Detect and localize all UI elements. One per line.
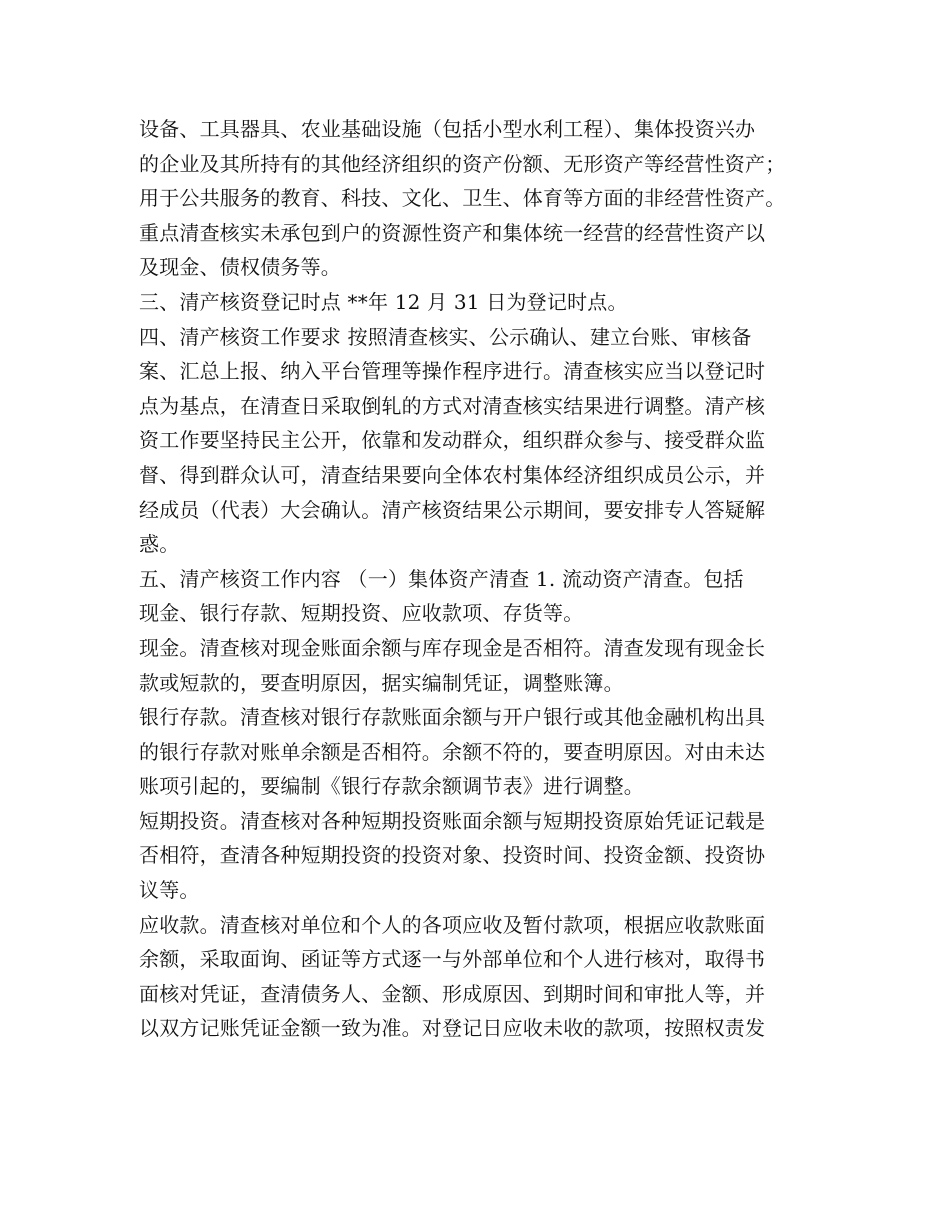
text-line: 银行存款。清查核对银行存款账面余额与开户银行或其他金融机构出具 bbox=[139, 705, 766, 730]
text-line: 四、清产核资工作要求 按照清查核实、公示确认、建立台账、审核备 bbox=[139, 324, 752, 349]
text-line: 议等。 bbox=[139, 878, 200, 903]
text-line: 重点清查核实未承包到户的资源性资产和集体统一经营的经营性资产以 bbox=[139, 220, 766, 245]
text-line: 三、清产核资登记时点 **年 12 月 31 日为登记时点。 bbox=[139, 289, 628, 314]
text-line: 现金。清查核对现金账面余额与库存现金是否相符。清查发现有现金长 bbox=[139, 635, 766, 660]
text-line: 经成员（代表）大会确认。清产核资结果公示期间，要安排专人答疑解 bbox=[139, 497, 766, 522]
text-line: 惑。 bbox=[139, 532, 180, 557]
text-line: 否相符，查清各种短期投资的投资对象、投资时间、投资金额、投资协 bbox=[139, 843, 766, 868]
text-line: 用于公共服务的教育、科技、文化、卫生、体育等方面的非经营性资产。 bbox=[139, 186, 786, 211]
text-line: 以双方记账凭证金额一致为准。对登记日应收未收的款项，按照权责发 bbox=[139, 1016, 766, 1041]
text-line: 的银行存款对账单余额是否相符。余额不符的，要查明原因。对由未达 bbox=[139, 739, 766, 764]
text-line: 五、清产核资工作内容 （一）集体资产清查 1. 流动资产清查。包括 bbox=[139, 566, 744, 591]
text-line: 案、汇总上报、纳入平台管理等操作程序进行。清查核实应当以登记时 bbox=[139, 359, 766, 384]
text-line: 督、得到群众认可，清查结果要向全体农村集体经济组织成员公示，并 bbox=[139, 462, 766, 487]
text-line: 点为基点，在清查日采取倒轧的方式对清查核实结果进行调整。清产核 bbox=[139, 393, 766, 418]
text-line: 应收款。清查核对单位和个人的各项应收及暂付款项，根据应收款账面 bbox=[139, 912, 766, 937]
text-line: 账项引起的，要编制《银行存款余额调节表》进行调整。 bbox=[139, 774, 644, 799]
text-line: 面核对凭证，查清债务人、金额、形成原因、到期时间和审批人等，并 bbox=[139, 981, 766, 1006]
text-line: 余额，采取面询、函证等方式逐一与外部单位和个人进行核对，取得书 bbox=[139, 947, 766, 972]
text-line: 资工作要坚持民主公开，依靠和发动群众，组织群众参与、接受群众监 bbox=[139, 428, 766, 453]
text-line: 的企业及其所持有的其他经济组织的资产份额、无形资产等经营性资产； bbox=[139, 151, 786, 176]
text-line: 及现金、债权债务等。 bbox=[139, 255, 341, 280]
text-line: 短期投资。清查核对各种短期投资账面余额与短期投资原始凭证记载是 bbox=[139, 808, 766, 833]
text-line: 款或短款的，要查明原因，据实编制凭证，调整账簿。 bbox=[139, 670, 624, 695]
text-line: 设备、工具器具、农业基础设施（包括小型水利工程）、集体投资兴办 bbox=[139, 117, 756, 141]
document-page bbox=[139, 112, 819, 1046]
text-line: 现金、银行存款、短期投资、应收款项、存货等。 bbox=[139, 601, 584, 626]
